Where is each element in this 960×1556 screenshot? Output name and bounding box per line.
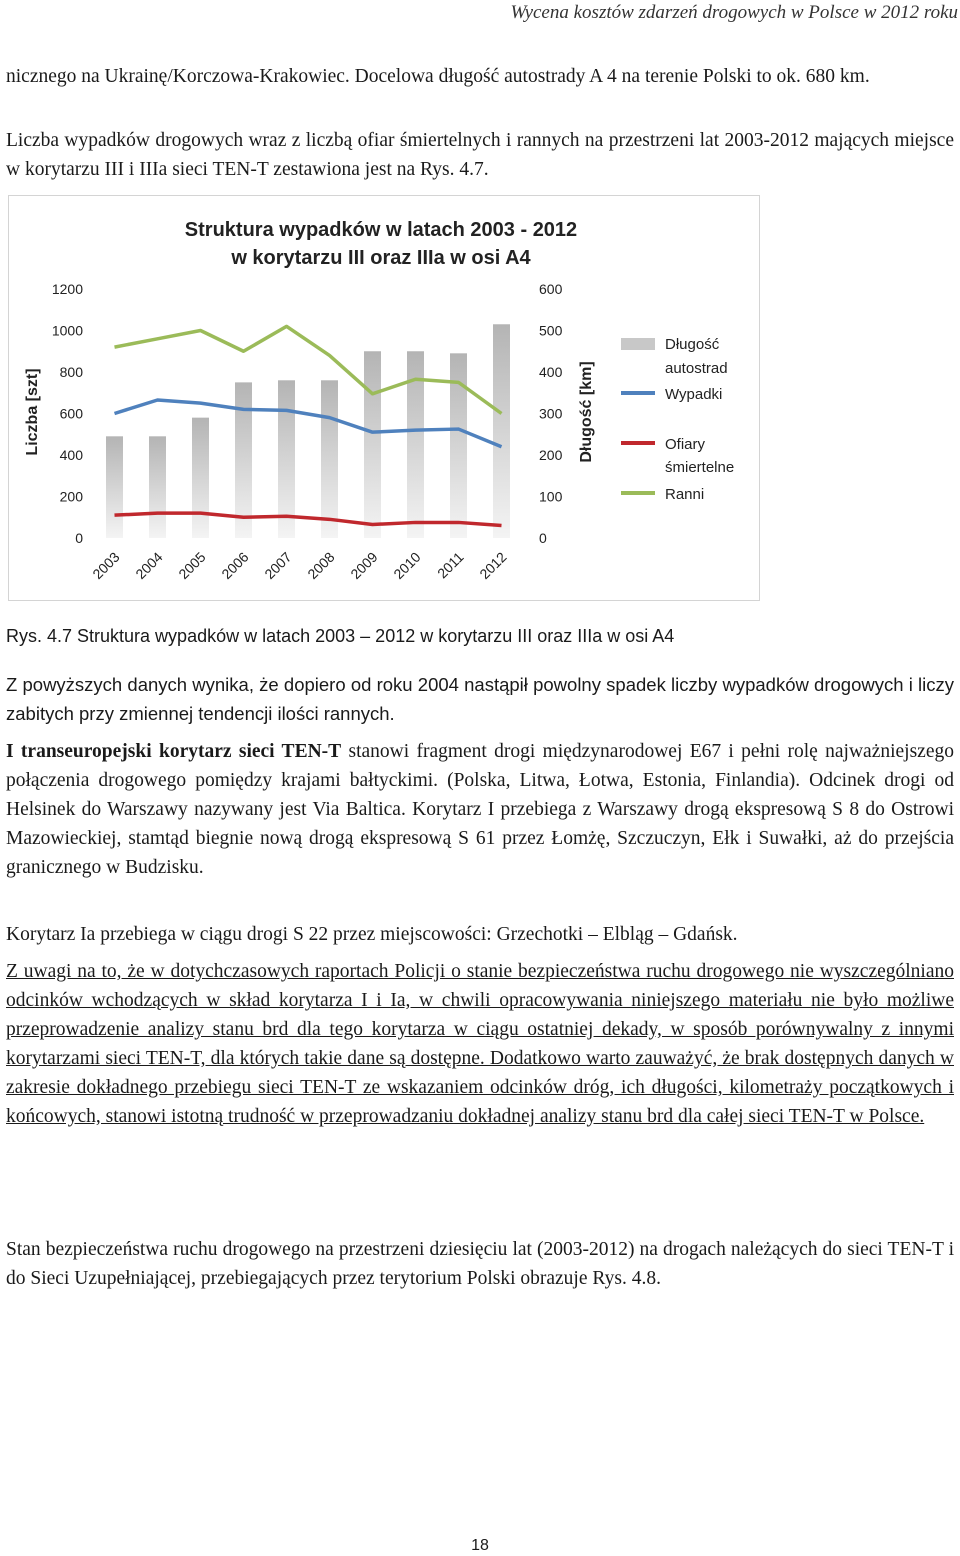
legend-label-dlugosc: Długość — [665, 336, 720, 353]
chart-figure — [8, 195, 760, 601]
corridor-i-heading: I transeuropejski korytarz sieci TEN-T — [6, 741, 342, 762]
legend-swatch-ofiary — [621, 441, 655, 445]
paragraph-corridor-i — [6, 737, 954, 882]
y-right-tick-label: 200 — [539, 447, 563, 463]
legend-swatch-dlugosc — [621, 338, 655, 350]
y-left-tick-label: 1200 — [51, 281, 83, 297]
x-tick-label: 2009 — [347, 548, 381, 583]
paragraph-corridor-ia: Korytarz Ia przebiega w ciągu drogi S 22 przez miejscowości: Grzechotki – Elbląg – Gdańsk. — [6, 924, 738, 945]
bar-dlugosc-autostrad — [149, 436, 166, 538]
corridor-i-text: stanowi fragment drogi międzynarodowej E67 i pełni rolę najważniejszego połączenia drogowego pomiędzy krajami bałtyckimi. (Polska, Litwa, Łotwa, Estonia, Finlandia). Odcinek drogi od Helsinek do Warszawy nazywany jest Via Baltica. Korytarz I przebiega z Warszawy drogą ekspresową S 8 do Ostrowi Mazowieckiej, stamtąd biegnie nową drogą ekspresową S 61 przez Łomżę, Szczuczyn, Ełk i Suwałki, aż do przejścia granicznego w Budzisku. — [6, 741, 954, 878]
bar-dlugosc-autostrad — [321, 380, 338, 538]
bar-dlugosc-autostrad — [278, 380, 295, 538]
paragraph-intro: nicznego na Ukrainę/Korczowa-Krakowiec. Docelowa długość autostrady A 4 na terenie Polski to ok. 680 km. — [6, 66, 870, 87]
bar-dlugosc-autostrad — [364, 351, 381, 538]
legend-swatch-ranni — [621, 491, 655, 495]
y-right-tick-label: 0 — [539, 530, 547, 546]
y-axis-right-label: Długość [km] — [578, 361, 595, 463]
bar-dlugosc-autostrad — [235, 382, 252, 538]
y-left-tick-label: 600 — [59, 405, 83, 422]
line-ofiary-śmiertelne — [115, 513, 502, 525]
paragraph-next-figure: Stan bezpieczeństwa ruchu drogowego na przestrzeni dziesięciu lat (2003-2012) na drogach należących do sieci TEN-T i do Sieci Uzupełniającej, przebiegających przez terytorium Polski obrazuje Rys. 4.8. — [6, 1239, 954, 1289]
page-number: 18 — [471, 1537, 489, 1554]
legend-swatch-wypadki — [621, 391, 655, 395]
y-right-tick-label: 300 — [539, 405, 563, 422]
paragraph-data-note: Z uwagi na to, że w dotychczasowych raportach Policji o stanie bezpieczeństwa ruchu drogowego nie wyszczególniano odcinków wchodzących w skład korytarza I i Ia, w chwili opracowywania niniejszego materiału nie było możliwe przeprowadzenie analizy stanu brd dla tego korytarza w ciągu ostatniej dekady, w sposób porównywalny z innymi korytarzami sieci TEN-T, dla których takie dane są dostępne. Dodatkowo warto zauważyć, że brak dostępnych danych w zakresie dokładnego przebiegu sieci TEN-T ze wskazaniem odcinków dróg, ich długości, kilometraży początkowych i końcowych, stanowi istotną trudność w przeprowadzaniu dokładnej analizy stanu brd dla całej sieci TEN-T w Polsce. — [6, 961, 954, 1127]
legend-label-ofiary: śmiertelne — [665, 459, 735, 476]
bar-dlugosc-autostrad — [106, 436, 123, 538]
paragraph-conclusion: Z powyższych danych wynika, że dopiero od roku 2004 nastąpił powolny spadek liczby wypadków drogowych i liczy zabitych przy zmiennej tendencji ilości rannych. — [6, 674, 954, 724]
x-tick-label: 2011 — [434, 548, 467, 582]
paragraph-chart-intro: Liczba wypadków drogowych wraz z liczbą ofiar śmiertelnych i rannych na przestrzeni lat 2003-2012 mających miejsce w korytarzu III i IIIa sieci TEN-T zestawiona jest na Rys. 4.7. — [6, 130, 954, 180]
x-tick-label: 2012 — [476, 548, 510, 583]
x-tick-label: 2007 — [261, 548, 295, 583]
x-tick-label: 2010 — [390, 548, 424, 583]
y-right-tick-label: 500 — [539, 322, 563, 339]
x-tick-label: 2008 — [304, 548, 338, 583]
line-wypadki — [115, 400, 502, 447]
x-tick-label: 2004 — [132, 548, 166, 583]
chart-title-line2: w korytarzu III oraz IIIa w osi A4 — [231, 247, 531, 269]
accidents-chart — [9, 196, 759, 600]
y-axis-left-label: Liczba [szt] — [24, 368, 41, 456]
bar-dlugosc-autostrad — [493, 324, 510, 538]
figure-caption: Rys. 4.7 Struktura wypadków w latach 2003 – 2012 w korytarzu III oraz IIIa w osi A4 — [6, 626, 675, 646]
legend-label-dlugosc: autostrad — [665, 360, 728, 377]
y-left-tick-label: 1000 — [51, 322, 83, 339]
y-left-tick-label: 800 — [59, 364, 83, 380]
y-right-tick-label: 600 — [539, 281, 563, 297]
chart-title-line1: Struktura wypadków w latach 2003 - 2012 — [184, 219, 578, 241]
legend-label-ofiary: Ofiary — [665, 436, 706, 453]
y-right-tick-label: 400 — [539, 364, 563, 380]
y-left-tick-label: 0 — [75, 530, 83, 546]
bar-dlugosc-autostrad — [192, 418, 209, 538]
y-left-tick-label: 400 — [59, 447, 83, 463]
y-left-tick-label: 200 — [59, 488, 83, 505]
x-tick-label: 2005 — [175, 548, 209, 583]
running-header: Wycena kosztów zdarzeń drogowych w Polsce w 2012 roku — [510, 2, 958, 23]
x-tick-label: 2006 — [218, 548, 252, 583]
legend-label-wypadki: Wypadki — [665, 386, 723, 403]
y-right-tick-label: 100 — [539, 488, 563, 505]
x-tick-label: 2003 — [89, 548, 123, 583]
legend-label-ranni: Ranni — [665, 486, 705, 503]
